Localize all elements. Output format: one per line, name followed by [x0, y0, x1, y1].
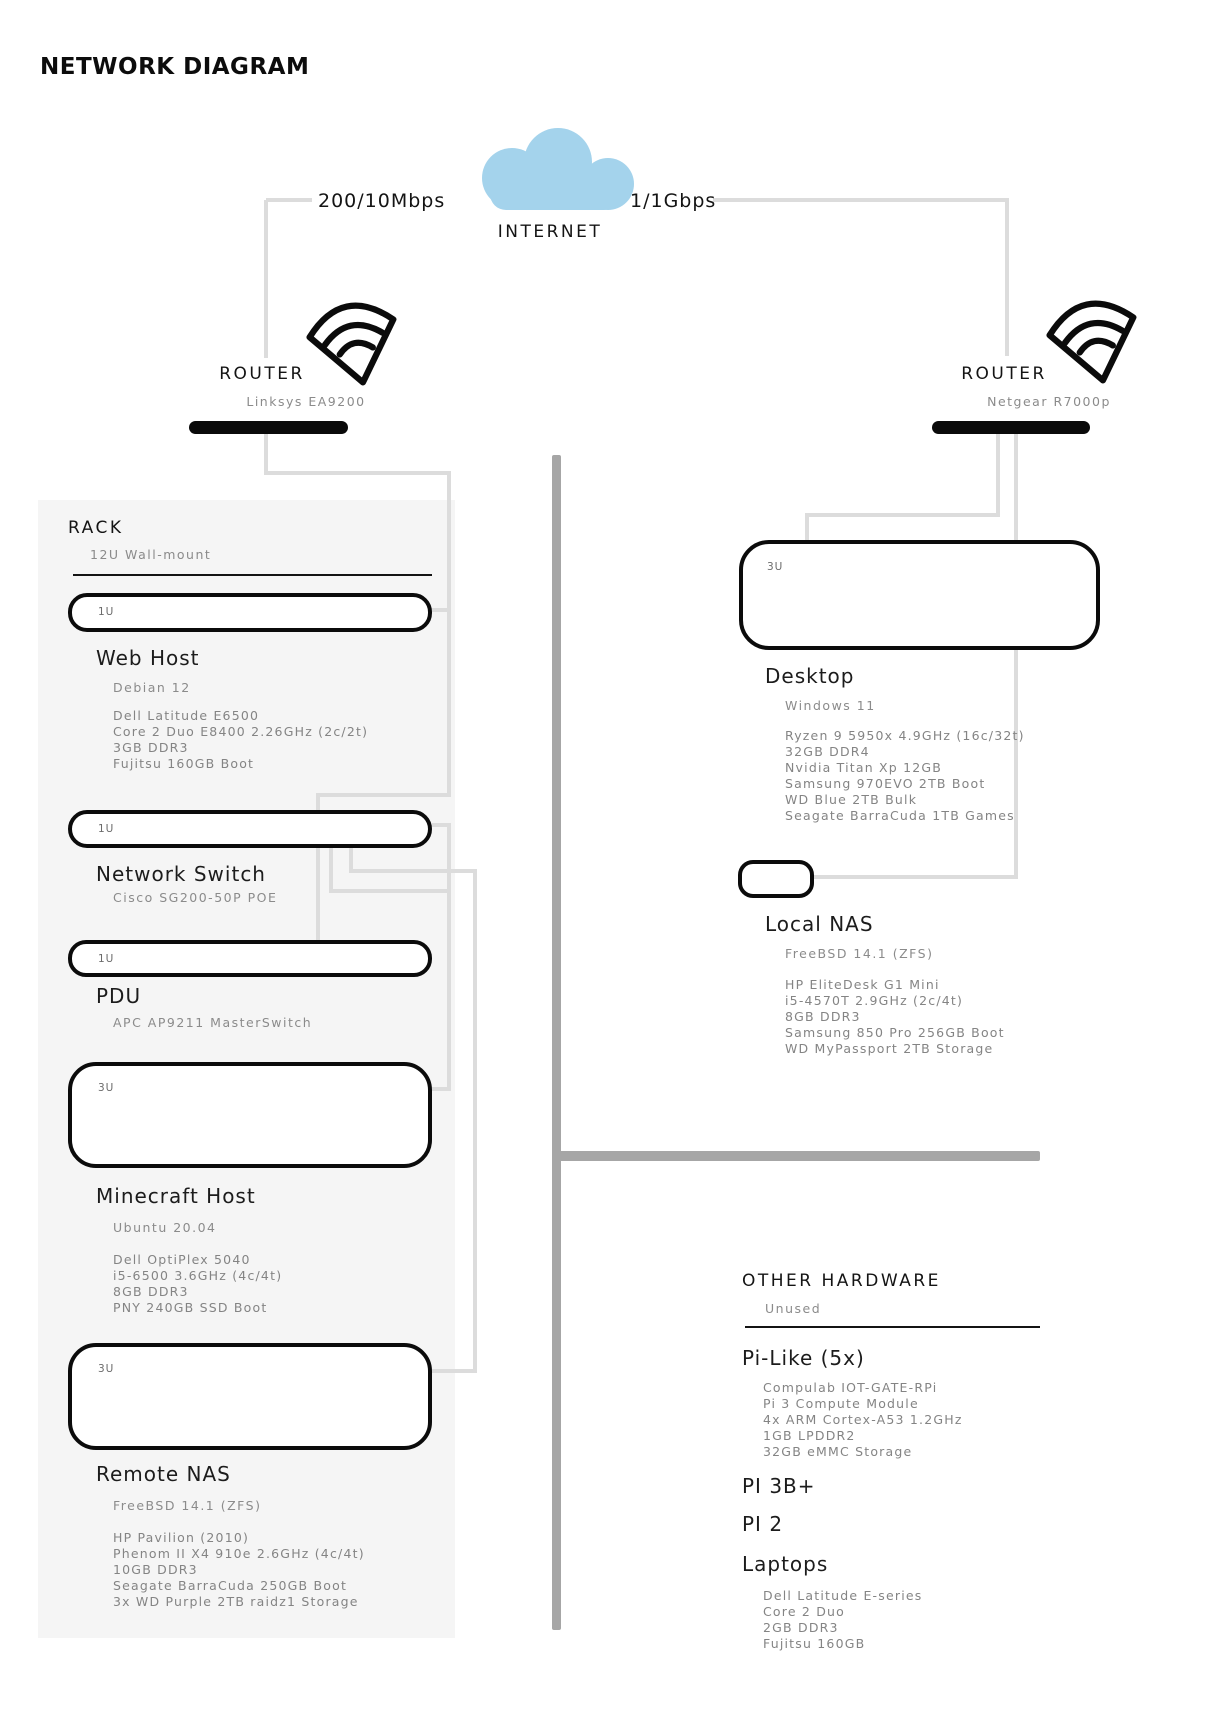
spec-line: Fujitsu 160GB Boot — [113, 756, 255, 771]
device-os-local-nas: FreeBSD 14.1 (ZFS) — [785, 946, 934, 961]
group-name-pi-2: PI 2 — [742, 1512, 784, 1536]
device-name-pdu: PDU — [96, 984, 142, 1008]
spec-line: i5-6500 3.6GHz (4c/4t) — [113, 1268, 283, 1283]
spec-line: 2GB DDR3 — [763, 1620, 839, 1635]
router-right-base — [932, 421, 1090, 434]
other-hardware-title: OTHER HARDWARE — [742, 1271, 941, 1291]
local-nas-box — [738, 860, 814, 898]
spec-line: HP EliteDesk G1 Mini — [785, 977, 940, 992]
spec-line: Dell OptiPlex 5040 — [113, 1252, 251, 1267]
spec-line: WD Blue 2TB Bulk — [785, 792, 918, 807]
connector-internet-left-v — [264, 200, 268, 358]
device-name-remote-nas: Remote NAS — [96, 1462, 231, 1486]
unit-size-label: 1U — [98, 953, 115, 965]
router-left-label: ROUTER — [219, 364, 305, 384]
group-specs-pi-like — [763, 1380, 963, 1460]
device-specs-desktop — [785, 728, 1025, 824]
connector-internet-right-v — [1005, 200, 1009, 356]
rack-unit-box-minecraft-host — [68, 1062, 432, 1168]
connector-trunk-c — [473, 869, 477, 1373]
spec-line: Samsung 970EVO 2TB Boot — [785, 776, 986, 791]
rack-unit-box-remote-nas — [68, 1343, 432, 1450]
connector-switch-out1-v — [329, 848, 333, 893]
group-name-pi-3b-plus: PI 3B+ — [742, 1474, 816, 1498]
cloud-icon — [450, 126, 655, 221]
spec-line: Seagate BarraCuda 250GB Boot — [113, 1578, 348, 1593]
device-name-minecraft-host: Minecraft Host — [96, 1184, 256, 1208]
spec-line: Nvidia Titan Xp 12GB — [785, 760, 943, 775]
spec-line: 1GB LPDDR2 — [763, 1428, 856, 1443]
spec-line: i5-4570T 2.9GHz (2c/4t) — [785, 993, 964, 1008]
right-speed-label: 1/1Gbps — [630, 190, 717, 212]
connector-desktop-h — [805, 513, 1000, 517]
device-specs-local-nas — [785, 977, 1005, 1057]
spec-line: 8GB DDR3 — [785, 1009, 861, 1024]
spec-line: Core 2 Duo — [763, 1604, 846, 1619]
device-os-web-host: Debian 12 — [113, 680, 191, 695]
unit-size-label: 1U — [98, 606, 115, 618]
connector-desktop-v2 — [805, 513, 809, 542]
rack-divider-rule — [73, 574, 432, 576]
connector-internet-right-h — [713, 198, 1009, 202]
other-hardware-rule — [745, 1326, 1040, 1328]
connector-localnas-h — [813, 875, 1018, 879]
device-name-local-nas: Local NAS — [765, 912, 874, 936]
router-left-model: Linksys EA9200 — [246, 394, 366, 409]
rack-unit-box-pdu — [68, 940, 432, 977]
spec-line: Core 2 Duo E8400 2.26GHz (2c/2t) — [113, 724, 369, 739]
spec-line: Ryzen 9 5950x 4.9GHz (16c/32t) — [785, 728, 1025, 743]
connector-webhost-stub — [432, 608, 451, 612]
router-left-base — [189, 421, 348, 434]
device-specs-remote-nas — [113, 1530, 365, 1610]
unit-size-label: 1U — [98, 823, 115, 835]
spec-line: Dell Latitude E6500 — [113, 708, 260, 723]
spec-line: Samsung 850 Pro 256GB Boot — [785, 1025, 1005, 1040]
spec-line: Pi 3 Compute Module — [763, 1396, 919, 1411]
connector-minecraft-stub — [432, 1087, 451, 1091]
spec-line: HP Pavilion (2010) — [113, 1530, 250, 1545]
connector-left-elbow-h — [264, 471, 451, 475]
unit-size-label: 3U — [98, 1082, 115, 1094]
spec-line: Seagate BarraCuda 1TB Games — [785, 808, 1015, 823]
spec-line: 32GB DDR4 — [785, 744, 870, 759]
device-os-pdu: APC AP9211 MasterSwitch — [113, 1015, 313, 1030]
horizontal-divider-bar — [552, 1151, 1040, 1161]
unit-size-label: 3U — [767, 561, 784, 573]
router-right-label: ROUTER — [961, 364, 1047, 384]
connector-switch-in-h — [316, 793, 451, 797]
device-specs-minecraft-host — [113, 1252, 282, 1316]
device-name-network-switch: Network Switch — [96, 862, 266, 886]
spec-line: Dell Latitude E-series — [763, 1588, 923, 1603]
connector-internet-left-h — [266, 198, 312, 202]
group-name-laptops: Laptops — [742, 1552, 829, 1576]
connector-desktop-v1 — [996, 434, 1000, 517]
left-speed-label: 200/10Mbps — [318, 190, 446, 212]
spec-line: PNY 240GB SSD Boot — [113, 1300, 268, 1315]
group-specs-laptops — [763, 1588, 922, 1652]
desktop-box — [739, 540, 1100, 650]
spec-line: 10GB DDR3 — [113, 1562, 198, 1577]
rack-unit-box-network-switch — [68, 810, 432, 848]
other-hardware-subtitle: Unused — [765, 1301, 822, 1316]
center-divider-bar — [552, 455, 561, 1630]
device-os-minecraft-host: Ubuntu 20.04 — [113, 1220, 217, 1235]
spec-line: WD MyPassport 2TB Storage — [785, 1041, 994, 1056]
spec-line: 3x WD Purple 2TB raidz1 Storage — [113, 1594, 359, 1609]
device-os-desktop: Windows 11 — [785, 698, 876, 713]
internet-label: INTERNET — [497, 222, 603, 242]
spec-line: Compulab IOT-GATE-RPi — [763, 1380, 938, 1395]
device-name-web-host: Web Host — [96, 646, 200, 670]
device-os-network-switch: Cisco SG200-50P POE — [113, 890, 278, 905]
connector-trunk-a — [447, 471, 451, 797]
spec-line: 3GB DDR3 — [113, 740, 189, 755]
spec-line: Fujitsu 160GB — [763, 1636, 866, 1651]
rack-title: RACK — [68, 518, 124, 538]
rack-subtitle: 12U Wall-mount — [90, 547, 212, 562]
spec-line: Phenom II X4 910e 2.6GHz (4c/4t) — [113, 1546, 365, 1561]
device-os-remote-nas: FreeBSD 14.1 (ZFS) — [113, 1498, 262, 1513]
connector-router-left-down — [264, 434, 268, 473]
group-name-pi-like: Pi-Like (5x) — [742, 1346, 865, 1370]
spec-line: 32GB eMMC Storage — [763, 1444, 913, 1459]
page-title: NETWORK DIAGRAM — [40, 54, 310, 80]
spec-line: 8GB DDR3 — [113, 1284, 189, 1299]
connector-switch-out1-h — [329, 889, 451, 893]
router-right-model: Netgear R7000p — [987, 394, 1111, 409]
rack-unit-box-web-host — [68, 593, 432, 632]
device-name-desktop: Desktop — [765, 664, 855, 688]
connector-trunk-b — [447, 823, 451, 1091]
connector-switch-out2-h — [349, 869, 477, 873]
connector-remotenas-stub — [432, 1369, 477, 1373]
unit-size-label: 3U — [98, 1363, 115, 1375]
device-specs-web-host — [113, 708, 368, 772]
spec-line: 4x ARM Cortex-A53 1.2GHz — [763, 1412, 963, 1427]
